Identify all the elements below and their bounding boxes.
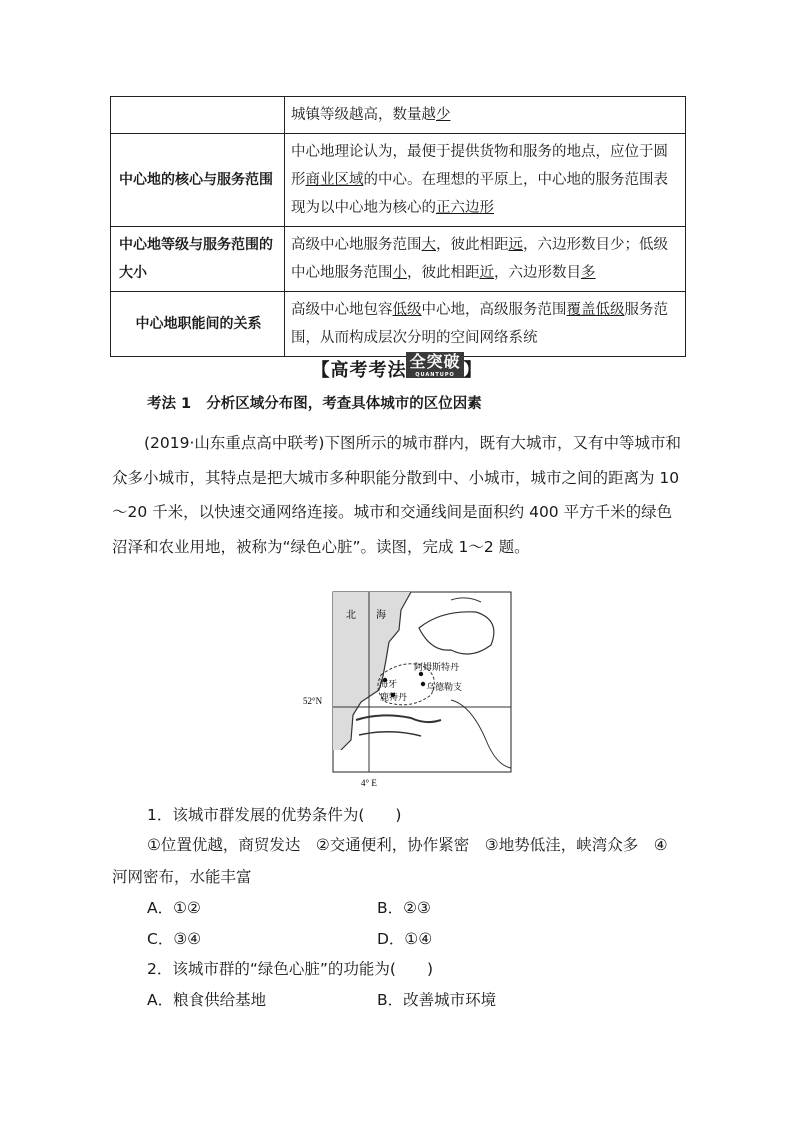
- underlined-answer: 多: [581, 265, 596, 281]
- question-1-choice-d: D．①④: [377, 930, 433, 948]
- question-1-choice-a: A．①②: [147, 899, 201, 917]
- lat-label: 52°N: [303, 696, 323, 706]
- underlined-answer: 大: [421, 237, 436, 253]
- central-place-table: [110, 96, 686, 357]
- city-label-amsterdam: 阿姆斯特丹: [414, 662, 460, 672]
- table-cell: 中心地理论认为，最便于提供货物和服务的地点，应位于圆形商业区域的中心。在理想的平原上，中心地的服务范围表现为以中心地为核心的正六边形: [285, 134, 686, 227]
- underlined-answer: 覆盖低级: [566, 302, 625, 318]
- question-1-options-line1: ①位置优越，商贸发达 ②交通便利，协作紧密 ③地势低洼，峡湾众多 ④: [147, 836, 668, 854]
- question-2-stem: 2．该城市群的“绿色心脏”的功能为( ): [147, 960, 434, 978]
- underlined-answer: 远: [508, 237, 523, 253]
- question-1-choice-c: C．③④: [147, 930, 202, 948]
- banner-badge: 全突破 QUANTUPO: [406, 352, 463, 378]
- sea-label-1: 北: [346, 610, 356, 621]
- method-heading: 考法 1 分析区域分布图，考查具体城市的区位因素: [147, 396, 482, 412]
- city-label-hague: 海牙: [379, 679, 398, 689]
- table-cell-empty: [111, 97, 285, 134]
- table-row: [111, 97, 686, 134]
- intro-paragraph: (2019·山东重点高中联考)下图所示的城市群内，既有大城市，又有中等城市和众多小城市，其特点是把大城市多种职能分散到中、小城市，城市之间的距离为 10～20 千米，以快速交通网络连接。城市和交通线间是面积约 400 平方千米的绿色沼泽和农业用地，被称为“绿色心脏”。读图，完成 1～2 题。: [112, 434, 681, 556]
- underlined-answer: 低级: [392, 302, 422, 318]
- table-row: [111, 134, 686, 227]
- sea-label-2: 海: [376, 610, 386, 621]
- table-row-label: 中心地职能间的关系: [111, 292, 285, 357]
- underlined-answer: 近: [479, 265, 494, 281]
- underlined-answer: 少: [436, 107, 451, 123]
- table-cell: 城镇等级越高，数量越少: [285, 97, 686, 134]
- table-row-label: 中心地的核心与服务范围: [111, 134, 285, 227]
- lon-label: 4° E: [361, 778, 377, 788]
- question-2-choice-a: A．粮食供给基地: [147, 991, 267, 1009]
- table-cell: 高级中心地服务范围大，彼此相距远，六边形数目少；低级中心地服务范围小，彼此相距近，六边形数目多: [285, 227, 686, 292]
- table-row-label: 中心地等级与服务范围的大小: [111, 227, 285, 292]
- question-1-choice-b: B．②③: [377, 899, 431, 917]
- city-dot-amsterdam: [419, 672, 423, 676]
- city-label-rotterdam: 鹿特丹: [380, 692, 408, 702]
- underlined-answer: 小: [392, 265, 407, 281]
- question-2-choice-b: B．改善城市环境: [377, 991, 497, 1009]
- underlined-answer: 正六边形: [436, 200, 494, 216]
- city-dot-utrecht: [421, 682, 425, 686]
- question-1-stem: 1．该城市群发展的优势条件为( ): [147, 806, 402, 824]
- table-row: [111, 227, 686, 292]
- netherlands-map: [301, 590, 517, 790]
- section-banner: 【高考考法 全突破 QUANTUPO 】: [311, 352, 483, 381]
- table-cell: 高级中心地包容低级中心地，高级服务范围覆盖低级服务范围，从而构成层次分明的空间网络系统: [285, 292, 686, 357]
- underlined-answer: 商业区域: [305, 172, 364, 188]
- question-1-options-line2: 河网密布，水能丰富: [112, 868, 252, 886]
- city-label-utrecht: 乌德勒支: [426, 682, 463, 692]
- table-row: [111, 292, 686, 357]
